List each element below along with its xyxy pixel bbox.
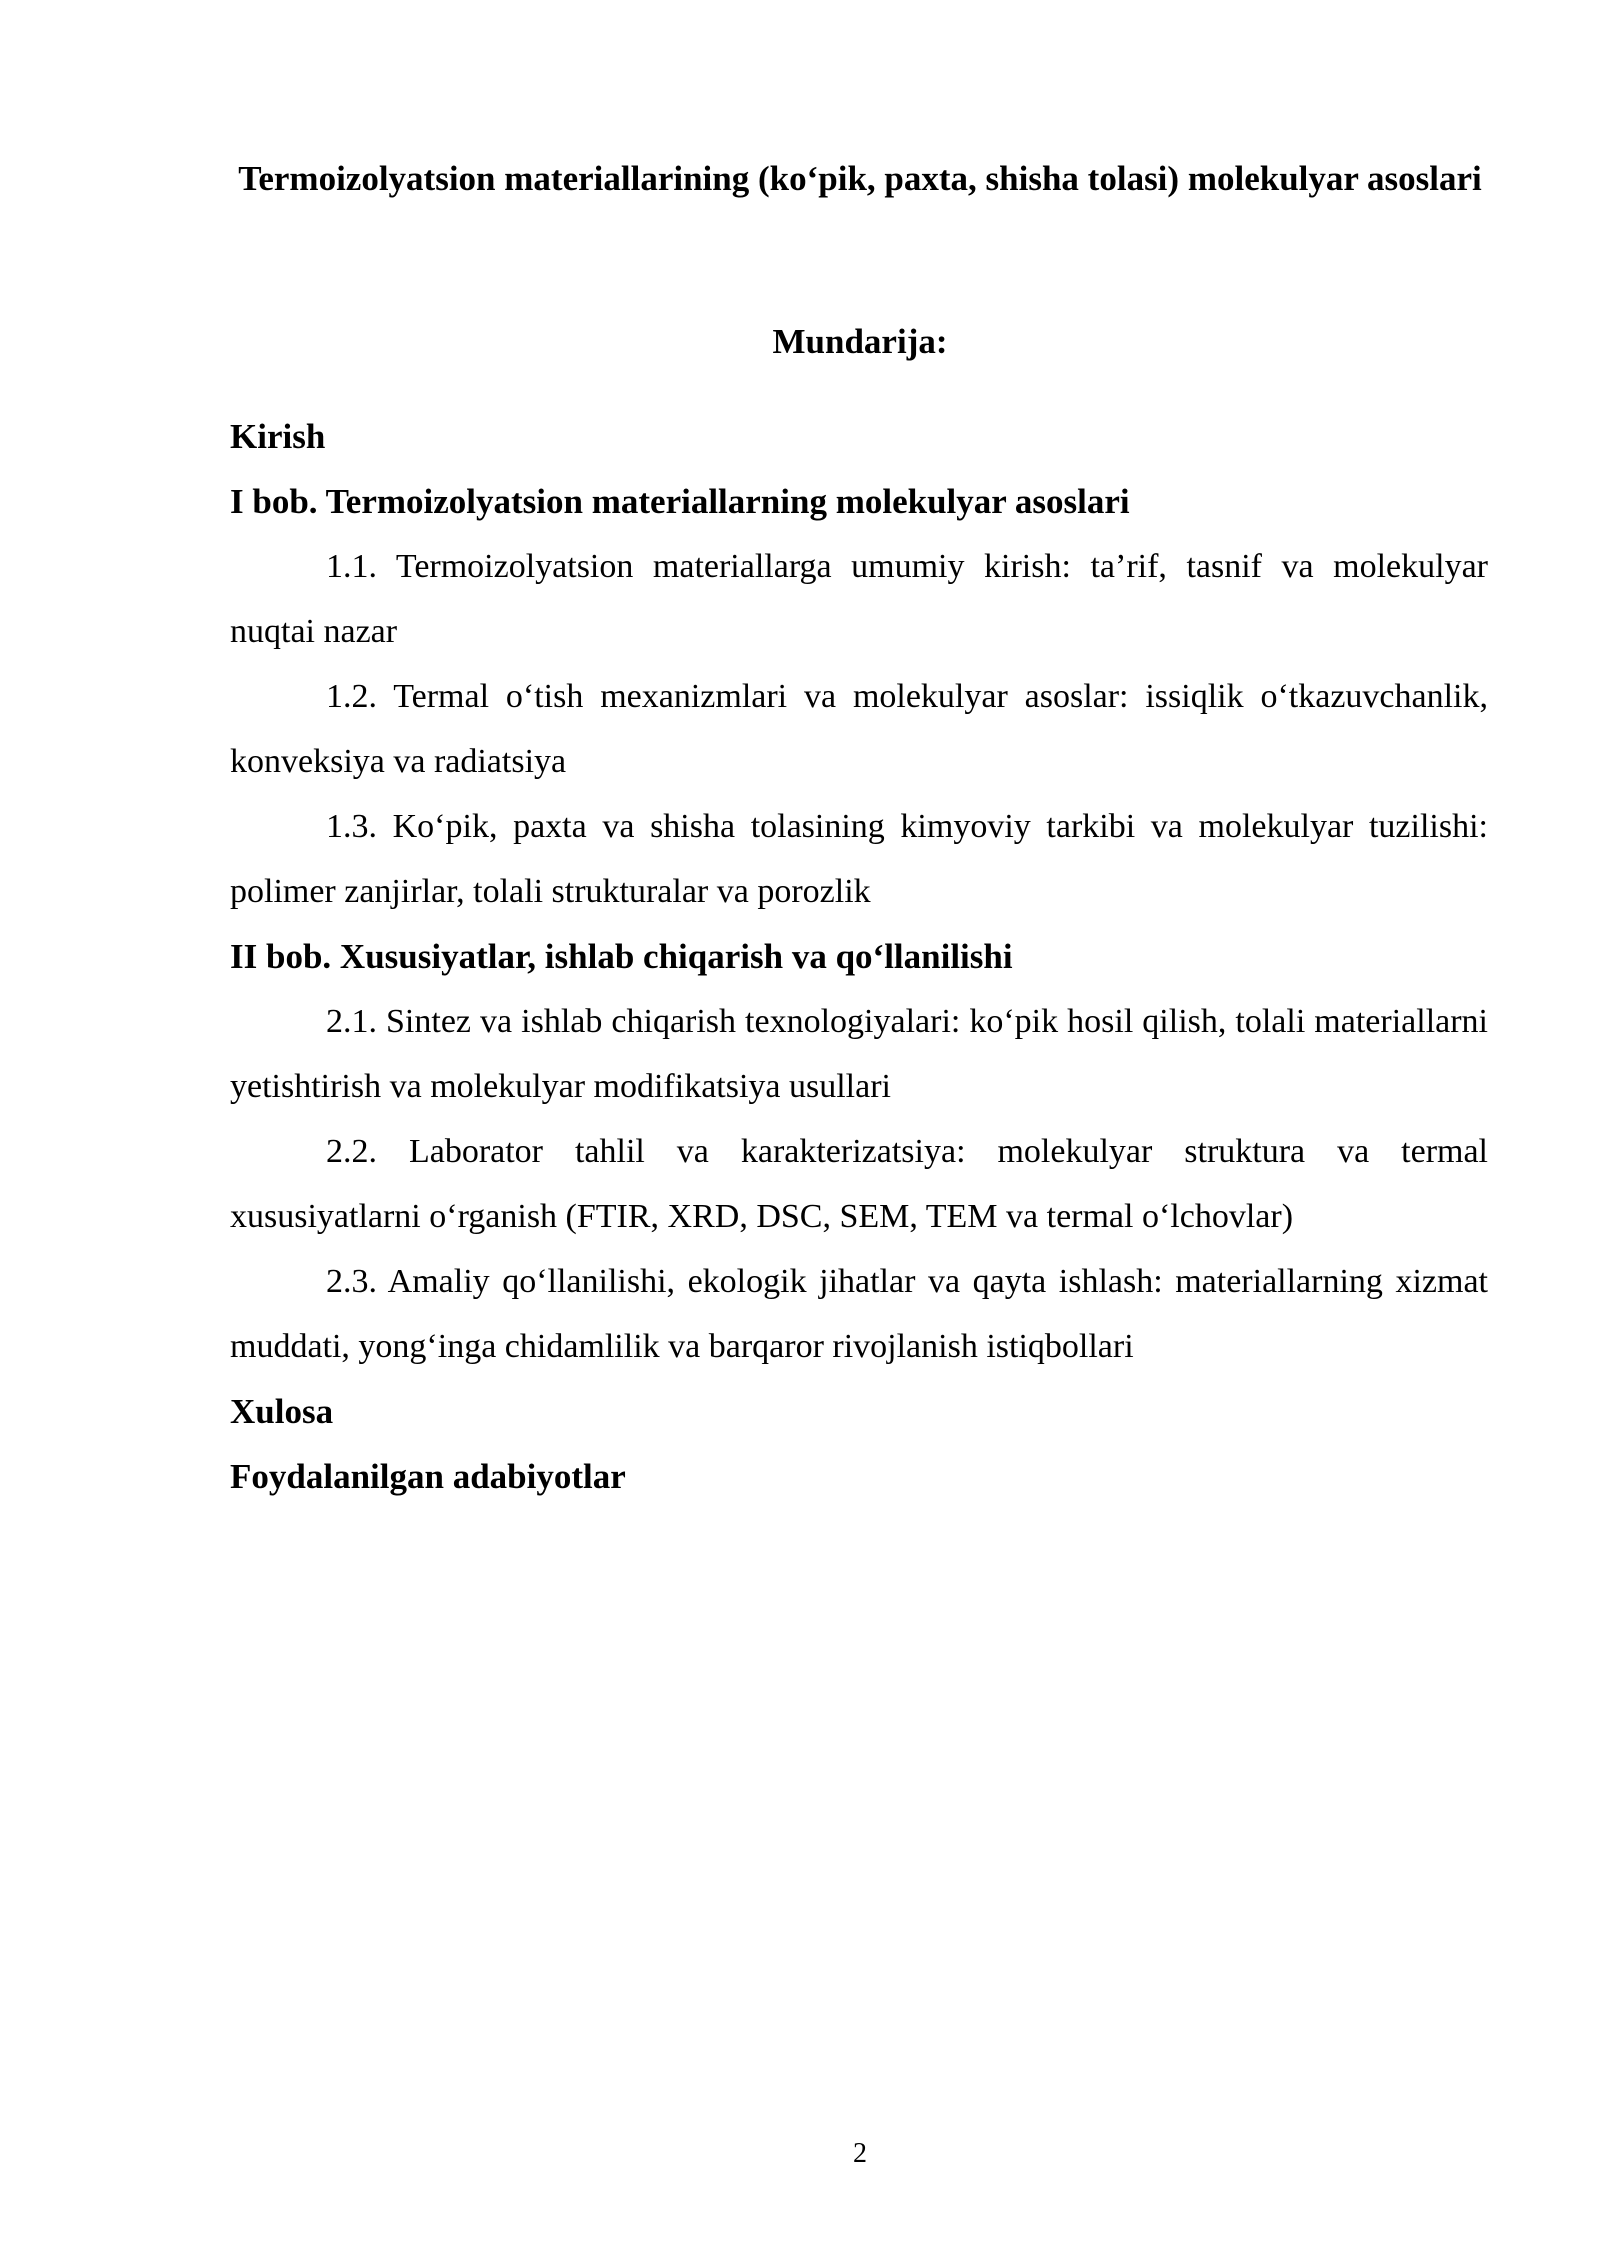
toc-entry-references: Foydalanilgan adabiyotlar bbox=[230, 1457, 626, 1496]
toc-section-1-1: 1.1. Termoizolyatsion materiallarga umumiy kirish: ta’rif, tasnif va molekulyar nuqtai nazar bbox=[230, 548, 1488, 650]
toc-chapter-1-title: I bob. Termoizolyatsion materiallarning molekulyar asoslari bbox=[230, 482, 1130, 521]
table-of-contents bbox=[230, 404, 1488, 1509]
toc-section-1-3: 1.3. Ko‘pik, paxta va shisha tolasining kimyoviy tarkibi va molekulyar tuzilishi: polimer zanjirlar, tolali strukturalar va porozlik bbox=[230, 808, 1488, 910]
toc-section-2-2: 2.2. Laborator tahlil va karakterizatsiya: molekulyar struktura va termal xususiyatlarni o‘rganish (FTIR, XRD, DSC, SEM, TEM va termal o‘lchovlar) bbox=[230, 1133, 1488, 1235]
toc-section-1-2: 1.2. Termal o‘tish mexanizmlari va molekulyar asoslar: issiqlik o‘tkazuvchanlik, konveksiya va radiatsiya bbox=[230, 678, 1488, 780]
toc-section-2-3: 2.3. Amaliy qo‘llanilishi, ekologik jihatlar va qayta ishlash: materiallarning xizmat muddati, yong‘inga chidamlilik va barqaror rivojlanish istiqbollari bbox=[230, 1263, 1488, 1365]
toc-entry-introduction: Kirish bbox=[230, 417, 326, 456]
document-title: Termoizolyatsion materiallarining (ko‘pik, paxta, shisha tolasi) molekulyar asoslari bbox=[238, 159, 1482, 198]
toc-section-2-1: 2.1. Sintez va ishlab chiqarish texnologiyalari: ko‘pik hosil qilish, tolali materiallarni yetishtirish va molekulyar modifikatsiya usullari bbox=[230, 1003, 1488, 1105]
toc-entry-conclusion: Xulosa bbox=[230, 1392, 334, 1431]
toc-heading: Mundarija: bbox=[772, 322, 948, 361]
toc-chapter-2-title: II bob. Xususiyatlar, ishlab chiqarish va qo‘llanilishi bbox=[230, 937, 1013, 976]
page-number: 2 bbox=[853, 2138, 867, 2169]
